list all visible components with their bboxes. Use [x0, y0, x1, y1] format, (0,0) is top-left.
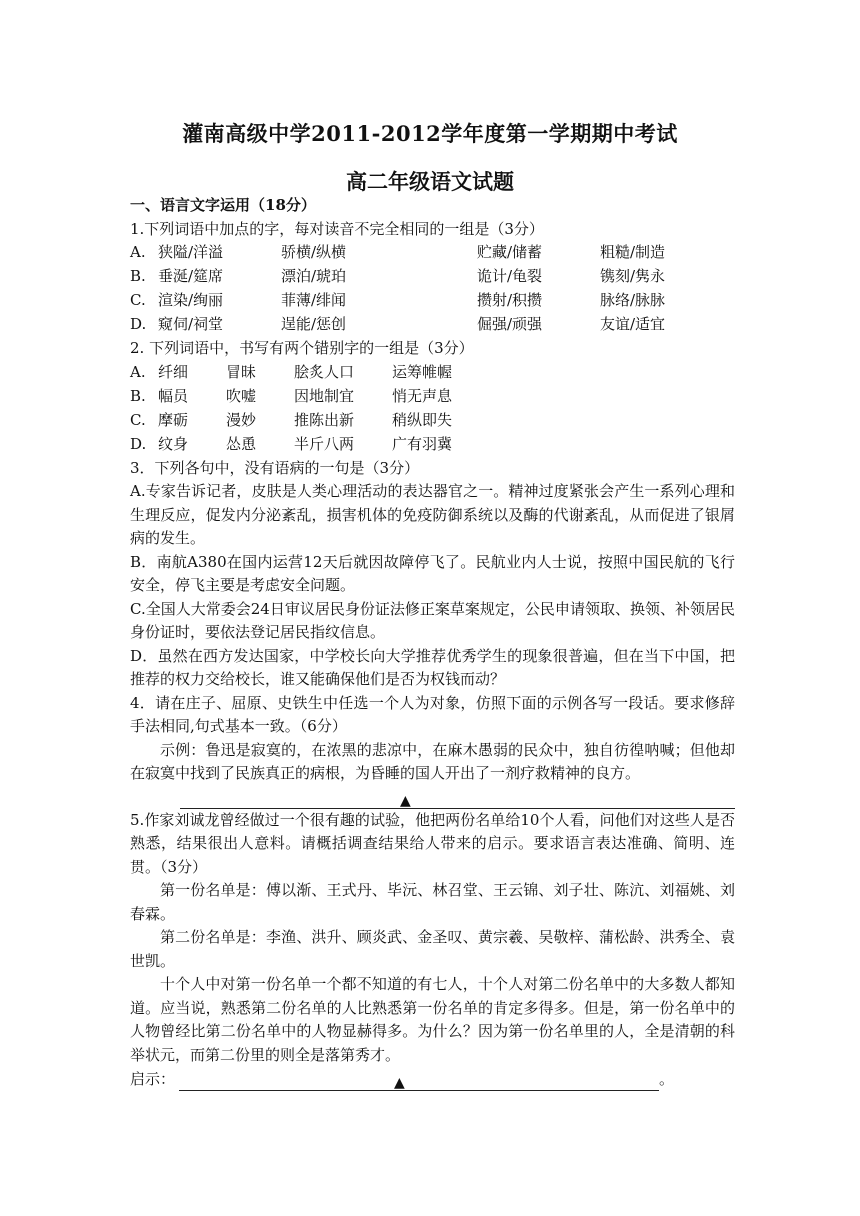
option-letter: B.	[130, 386, 146, 405]
option-item: 幅员	[158, 386, 189, 405]
question-3-option-c: C.全国人大常委会24日审议居民身份证法修正案草案规定，公民申请领取、换领、补领居民身份证时，要依法登记居民指纹信息。	[130, 599, 735, 641]
option-item: 诡计/龟裂	[477, 267, 543, 285]
question-2-option-a	[130, 361, 735, 385]
option-item: 菲薄/绯闻	[281, 291, 347, 309]
option-item: 粗糙/制造	[600, 243, 666, 261]
option-item: 脉络/脉脉	[600, 291, 666, 309]
question-5-list-1: 第一份名单是：傅以渐、王式丹、毕沅、林召堂、王云锦、刘子壮、陈沆、刘福姚、刘春霖。	[130, 881, 735, 923]
option-letter: A.	[130, 362, 146, 381]
option-item: 冒昧	[226, 362, 257, 381]
option-item: 因地制宜	[294, 386, 355, 405]
option-item: 纤细	[158, 362, 189, 381]
triangle-marker: ▲	[394, 1075, 405, 1091]
option-item: 吹嘘	[226, 386, 257, 405]
question-3-stem: 3．下列各句中，没有语病的一句是（3分）	[130, 458, 420, 477]
question-3-option-d: D．虽然在西方发达国家，中学校长向大学推荐优秀学生的现象很普遍，但在当下中国，把推荐的权力交给校长，谁又能确保他们是否为权钱而动？	[130, 646, 735, 688]
option-item: 狭隘/洋溢	[158, 243, 224, 261]
question-2-option-c	[130, 409, 735, 433]
question-5-answer	[130, 1067, 735, 1091]
option-item: 渲染/绚丽	[158, 291, 224, 309]
question-1-option-d	[130, 313, 735, 337]
exam-content	[130, 194, 735, 1091]
option-item: 纹身	[158, 434, 189, 453]
question-1-option-b	[130, 265, 735, 289]
exam-title: 灌南高级中学2011-2012学年度第一学期期中考试	[182, 121, 678, 146]
option-letter: A.	[130, 243, 146, 261]
option-item: 稍纵即失	[392, 410, 453, 429]
answer-label: 启示：	[130, 1069, 176, 1088]
option-item: 逞能/惩创	[281, 315, 347, 333]
question-2-option-b	[130, 385, 735, 409]
option-item: 漫妙	[226, 410, 257, 429]
option-item: 贮藏/储蓄	[477, 243, 543, 261]
option-item: 倔强/顽强	[477, 315, 543, 333]
option-item: 悄无声息	[392, 386, 453, 405]
question-4-example: 示例：鲁迅是寂寞的，在浓黑的悲凉中，在麻木愚弱的民众中，独自彷徨呐喊；但他却在寂寞中找到了民族真正的病根，为昏睡的国人开出了一剂疗救精神的良方。	[130, 740, 735, 782]
question-5-list-2: 第二份名单是：李渔、洪升、顾炎武、金圣叹、黄宗羲、吴敬梓、蒲松龄、洪秀全、袁世凯。	[130, 928, 735, 970]
option-item: 镌刻/隽永	[600, 267, 666, 285]
option-letter: C.	[130, 291, 146, 309]
question-3-option-b: B．南航A380在国内运营12天后就因故障停飞了。民航业内人士说，按照中国民航的飞行安全，停飞主要是考虑安全问题。	[130, 552, 735, 594]
option-item: 广有羽冀	[392, 434, 453, 453]
option-letter: D.	[130, 315, 147, 333]
option-item: 脍炙人口	[294, 362, 355, 381]
question-1-stem: 1.下列词语中加点的字，每对读音不完全相同的一组是（3分）	[130, 219, 544, 238]
option-item: 友谊/适宜	[600, 315, 666, 333]
exam-subtitle: 高二年级语文试题	[346, 169, 514, 194]
option-item: 摩砺	[158, 410, 189, 429]
question-5-stem: 5.作家刘诚龙曾经做过一个很有趣的试验，他把两份名单给10个人看，问他们对这些人是否熟悉，结果很出人意料。请概括调查结果给人带来的启示。要求语言表达准确、简明、连贯。（3分）	[130, 810, 735, 876]
answer-end: 。	[659, 1069, 675, 1088]
option-letter: B.	[130, 267, 146, 285]
question-3-option-a: A.专家告诉记者，皮肤是人类心理活动的表达器官之一。精神过度紧张会产生一系列心理和生理反应，促发内分泌紊乱，损害机体的免疫防御系统以及酶的代谢紊乱，从而促进了银屑病的发生。	[130, 482, 735, 547]
option-item: 窥伺/祠堂	[158, 315, 224, 333]
option-letter: C.	[130, 410, 146, 429]
question-4-stem: 4．请在庄子、屈原、史铁生中任选一个人为对象，仿照下面的示例各写一段话。要求修辞手法相同,句式基本一致。（6分）	[130, 693, 735, 735]
option-item: 骄横/纵横	[281, 243, 347, 261]
question-2-option-d	[130, 433, 735, 457]
option-letter: D.	[130, 434, 147, 453]
option-item: 漂泊/琥珀	[281, 267, 347, 285]
answer-line	[180, 786, 735, 809]
section-heading: 一、语言文字运用（18分）	[130, 196, 316, 214]
option-item: 垂涎/筵席	[158, 267, 224, 285]
question-1-option-c	[130, 289, 735, 313]
option-item: 怂恿	[226, 434, 257, 453]
option-item: 推陈出新	[294, 410, 355, 429]
option-item: 攒射/积攒	[477, 291, 543, 309]
question-2-stem: 2. 下列词语中，书写有两个错别字的一组是（3分）	[130, 339, 474, 357]
triangle-marker: ▲	[400, 792, 411, 809]
question-5-paragraph: 十个人中对第一份名单一个都不知道的有七人，十个人对第二份名单中的大多数人都知道。应当说，熟悉第二份名单的人比熟悉第一份名单的肯定多得多。但是，第一份名单中的人物曾经比第二份名单中的人物显赫得多。为什么？因为第一份名单里的人，全是清朝的科举状元，而第二份里的则全是落第秀才。	[130, 975, 735, 1064]
option-item: 运筹帷幄	[392, 362, 453, 381]
answer-line	[179, 1072, 659, 1091]
option-item: 半斤八两	[294, 434, 355, 453]
question-1-option-a	[130, 241, 735, 265]
